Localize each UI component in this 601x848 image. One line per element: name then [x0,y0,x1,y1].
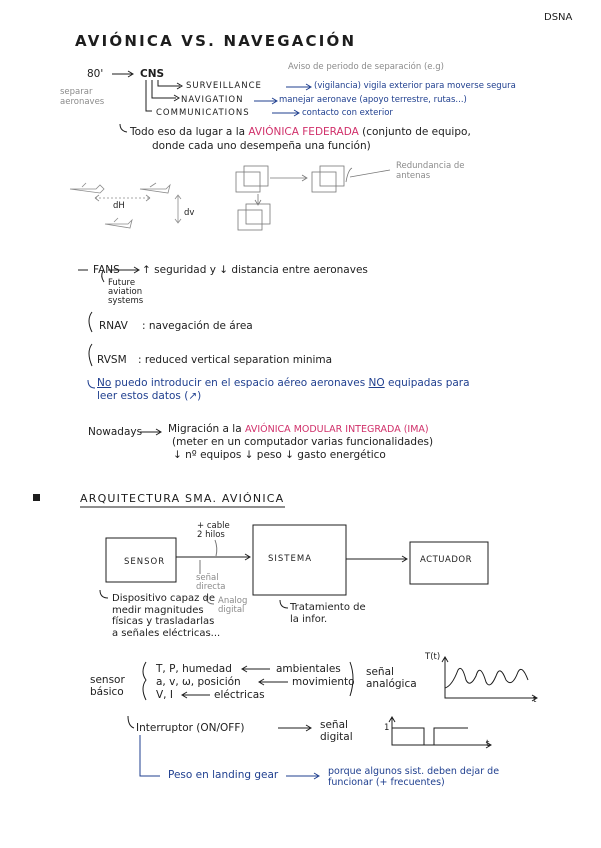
dh-label: dH [113,201,125,211]
fans-note-mid: puedo introducir en el espacio aéreo aeronaves [114,377,366,389]
rnav-label: RNAV [99,320,128,332]
page-title: AVIÓNICA VS. NAVEGACIÓN [75,32,357,50]
rnav-text: : navegación de área [142,320,253,332]
fans-note-no1: No [97,377,112,389]
sensor-basico-label: sensor básico [90,674,125,698]
sensor-row3-type: eléctricas [214,689,265,701]
fans-note-post: equipadas para [388,377,470,389]
senal-analogica-label: señal analógica [366,666,417,690]
rvsm-label: RVSM [97,354,127,366]
surveillance-top-note: Aviso de periodo de separación (e.g) [288,62,444,72]
peso-reason: porque algunos sist. deben dejar de funcionar (+ frecuentes) [328,766,500,789]
surveillance-label: SURVEILLANCE [186,81,262,91]
cable-note: + cable 2 hilos [197,521,230,540]
nowadays-pre: Migración a la [168,423,242,435]
graph2-x-label: t [486,739,490,749]
federada-post: (conjunto de equipo, [362,126,471,138]
label-cns: CNS [140,68,165,80]
graph1-x-label: t [533,695,537,705]
fans-note-no2: NO [368,377,385,389]
fans-text: ↑ seguridad y ↓ distancia entre aeronaves [142,264,368,276]
arquitectura-title: ARQUITECTURA SMA. AVIÓNICA [80,492,285,505]
senal-digital-label: señal digital [320,719,353,743]
analog-digital-note: Analog digital [218,596,248,615]
redundancia-note: Redundancia de antenas [396,161,465,181]
navigation-note: manejar aeronave (apoyo terrestre, rutas...) [279,95,467,105]
fans-sub: Future aviation systems [108,278,144,306]
federada-pre: Todo eso da lugar a la [130,126,246,138]
fans-note-line2: leer estos datos (↗) [97,390,202,402]
corner-label: DSNA [544,12,573,23]
communications-note: contacto con exterior [302,108,393,118]
fans-label: FANS [93,264,120,276]
communications-label: COMMUNICATIONS [156,108,250,118]
sensor-row2: a, v, ω, posición [156,676,241,688]
sensor-row2-type: movimiento [292,676,355,688]
senal-directa-note: señal directa [196,573,226,592]
label-80: 80' [87,68,104,80]
sensor-box-label: SENSOR [124,557,166,567]
federada-line2: donde cada uno desempeña una función) [152,140,371,152]
interruptor-label: Interruptor (ON/OFF) [136,722,245,734]
nowadays-highlight: AVIÓNICA MODULAR INTEGRADA (IMA) [244,424,429,435]
margin-note: separar aeronaves [60,87,105,107]
rvsm-text: : reduced vertical separation minima [138,354,333,366]
actuador-box-label: ACTUADOR [420,555,472,565]
navigation-label: NAVIGATION [181,95,244,105]
peso-note: Peso en landing gear [168,769,279,781]
sensor-row1-type: ambientales [276,663,341,675]
graph2-y-label: 1 [384,723,390,733]
tratamiento-note: Tratamiento de la infor. [290,602,366,625]
sensor-row1: T, P, humedad [156,663,232,675]
nowadays-line2: (meter en un computador varias funcionalidades) [172,436,434,448]
surveillance-note: (vigilancia) vigila exterior para moverse segura [314,81,516,91]
dv-label: dv [184,208,195,218]
sensor-description: Dispositivo capaz de medir magnitudes físicas y trasladarlas a señales eléctricas... [112,593,221,639]
sensor-row3: V, I [156,689,173,701]
sistema-box-label: SISTEMA [268,554,313,564]
federada-highlight: AVIÓNICA FEDERADA [248,126,359,138]
nowadays-line3: ↓ nº equipos ↓ peso ↓ gasto energético [173,449,386,461]
nowadays-label: Nowadays [88,426,143,438]
graph1-y-label: T(t) [425,652,441,662]
